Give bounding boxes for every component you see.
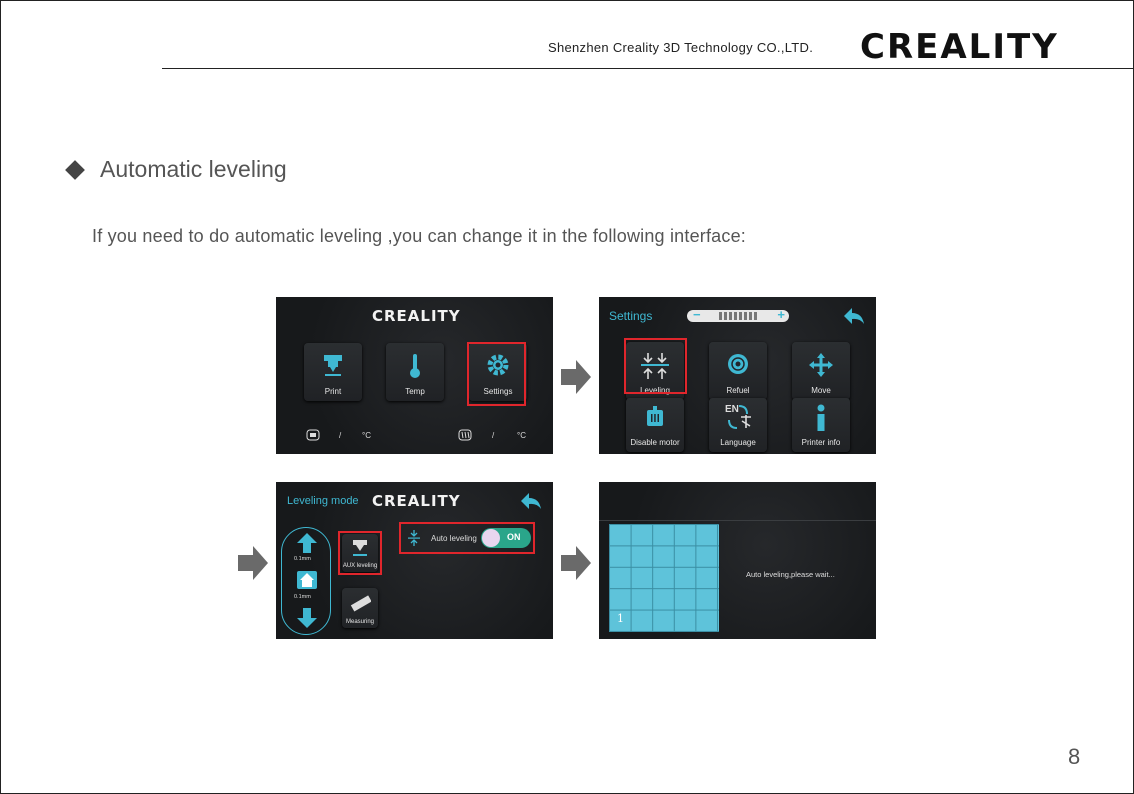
tile-label: Move [811, 386, 831, 395]
tile-label: Measuring [345, 619, 374, 625]
tile-disable-motor[interactable] [626, 398, 684, 452]
tile-label: Leveling [640, 386, 670, 395]
step-value: 0.1mm [294, 556, 311, 562]
screen-home [276, 297, 553, 454]
minus-icon[interactable]: − [693, 307, 701, 322]
intro-text: If you need to do automatic leveling ,you can change it in the following interface: [92, 226, 747, 246]
temp-unit: °C [517, 431, 526, 440]
toggle-state: ON [507, 532, 521, 542]
plus-icon[interactable]: + [777, 307, 785, 322]
temp-unit: °C [362, 431, 371, 440]
screen-leveling-mode [276, 482, 553, 639]
z-down-arrow-icon[interactable] [297, 608, 317, 633]
tile-label: Printer info [801, 438, 841, 447]
screen-logo: CREALITY [372, 307, 461, 325]
language-icon [723, 404, 753, 435]
highlight-leveling [624, 338, 687, 394]
arrow-right-icon [238, 546, 268, 580]
tile-label: Refuel [726, 386, 750, 395]
print-icon [322, 353, 344, 382]
ruler-icon [349, 594, 371, 617]
tile-temp[interactable] [386, 343, 444, 401]
tile-label: Language [720, 438, 756, 447]
filament-spool-icon [726, 352, 750, 381]
arrow-right-icon [561, 546, 591, 580]
divider [599, 520, 876, 521]
header-rule [162, 68, 1134, 69]
screen-settings [599, 297, 876, 454]
tile-language[interactable] [709, 398, 767, 452]
tile-label: Temp [405, 387, 425, 396]
section-title-text: Automatic leveling [100, 156, 287, 182]
diamond-bullet-icon [65, 160, 85, 180]
z-up-arrow-icon[interactable] [297, 533, 317, 558]
arrow-right-icon [561, 360, 591, 394]
brightness-level-bars [719, 312, 759, 320]
nozzle-temp-icon [306, 429, 320, 443]
language-icon-text: EN [725, 404, 739, 415]
z-offset-panel [281, 527, 331, 635]
company-name: Shenzhen Creality 3D Technology CO.,LTD. [548, 40, 814, 55]
toggle-knob [482, 529, 500, 547]
settings-title: Settings [609, 309, 653, 323]
auto-leveling-toggle[interactable] [481, 528, 531, 548]
step-value: 0.1mm [294, 594, 311, 600]
brightness-slider[interactable] [687, 307, 789, 322]
tile-print[interactable] [304, 343, 362, 401]
tile-move[interactable] [792, 342, 850, 400]
tile-label: Settings [483, 387, 513, 396]
motor-icon [645, 406, 665, 433]
grid-cell-label: 1 [617, 612, 624, 625]
tile-label: Disable motor [630, 438, 680, 447]
auto-leveling-label: Auto leveling [431, 534, 477, 543]
probe-grid [609, 524, 719, 632]
leveling-mode-title: Leveling mode [287, 495, 359, 507]
home-icon[interactable] [297, 571, 317, 589]
tile-printer-info[interactable] [792, 398, 850, 452]
temp-separator: / [492, 431, 495, 440]
section-title [68, 156, 287, 183]
wait-message: Auto leveling,please wait... [746, 570, 835, 579]
tile-label: AUX leveling [342, 563, 378, 569]
back-arrow-icon[interactable] [842, 306, 866, 331]
page-number: 8 [1068, 744, 1081, 769]
tile-label: Print [324, 387, 342, 396]
info-icon [816, 404, 826, 437]
auto-leveling-icon [408, 530, 420, 551]
move-arrows-icon [808, 352, 834, 383]
tile-measuring[interactable] [342, 588, 378, 628]
highlight-aux-leveling [338, 531, 382, 575]
brand-logo: CREALITY [860, 27, 1059, 67]
highlight-settings [467, 342, 526, 406]
back-arrow-icon[interactable] [519, 491, 543, 516]
bed-temp-icon [458, 429, 472, 443]
thermometer-icon [407, 353, 423, 384]
screen-auto-leveling [599, 482, 876, 639]
screen-logo: CREALITY [372, 492, 461, 510]
tile-refuel[interactable] [709, 342, 767, 400]
temp-separator: / [339, 431, 342, 440]
